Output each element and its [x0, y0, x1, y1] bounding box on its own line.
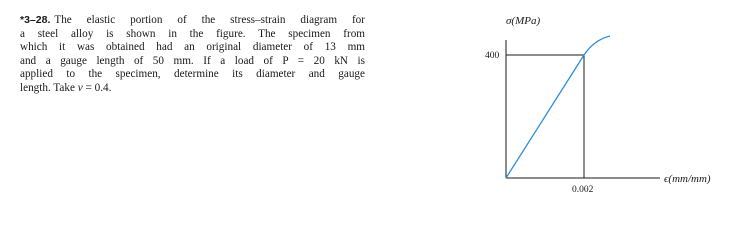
- problem-line-1: *3–28. The elastic portion of the stress–strain diagram for: [20, 14, 365, 26]
- problem-line-2: a steel alloy is shown in the figure. The specimen from: [20, 27, 365, 40]
- problem-line-5: applied to the specimen, determine its diameter and gauge: [20, 68, 365, 81]
- elastic-line: [506, 55, 584, 178]
- problem-number: *3–28.: [20, 14, 51, 26]
- plastic-curve: [584, 36, 610, 55]
- poisson-symbol: ν: [77, 81, 83, 94]
- problem-line-6: length. Take ν = 0.4.: [20, 81, 112, 94]
- y-tick-label-400: 400: [485, 51, 500, 61]
- problem-line-3: which it was obtained had an original diameter of 13 mm: [20, 41, 365, 54]
- x-axis-label: ϵ(mm/mm): [664, 173, 711, 185]
- x-tick-label-0002: 0.002: [572, 185, 594, 195]
- problem-line-4: and a gauge length of 50 mm. If a load of P = 20 kN is: [20, 54, 365, 67]
- y-axis-label: σ(MPa): [506, 15, 541, 27]
